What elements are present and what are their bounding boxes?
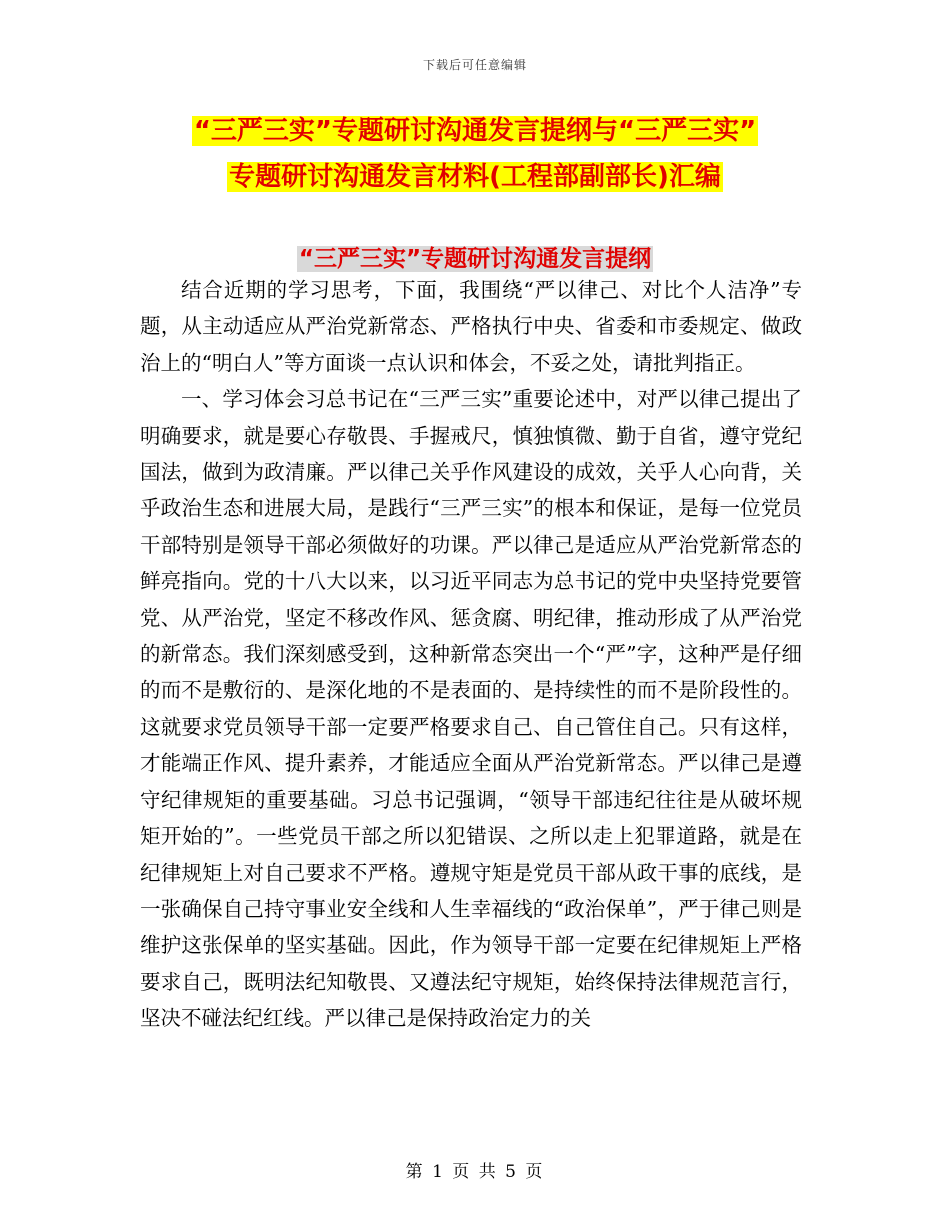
page-number-footer: 第 1 页 共 5 页 [405, 1162, 545, 1182]
section-title-text: “三严三实”专题研讨沟通发言提纲 [298, 246, 652, 272]
document-body [140, 272, 802, 1037]
document-title-line-1-text: “三严三实”专题研讨沟通发言提纲与“三严三实” [193, 116, 757, 146]
section-title [0, 244, 950, 274]
body-paragraph-1: 结合近期的学习思考，下面，我围绕“严以律己、对比个人洁净”专题，从主动适应从严治党新常态、严格执行中央、省委和市委规定、做政治上的“明白人”等方面谈一点认识和体会，不妥之处，请批判指正。 [140, 278, 802, 375]
body-paragraph-2: 一、学习体会习总书记在“三严三实”重要论述中，对严以律己提出了明确要求，就是要心存敬畏、手握戒尺，慎独慎微、勤于自省，遵守党纪国法，做到为政清廉。严以律己关乎作风建设的成效，关乎人心向背，关乎政治生态和进展大局，是践行“三严三实”的根本和保证，是每一位党员干部特别是领导干部必须做好的功课。严以律己是适应从严治党新常态的鲜亮指向。党的十八大以来，以习近平同志为总书记的党中央坚持党要管党、从严治党，坚定不移改作风、惩贪腐、明纪律，推动形成了从严治党的新常态。我们深刻感受到，这种新常态突出一个“严”字，这种严是仔细的而不是敷衍的、是深化地的不是表面的、是持续性的而不是阶段性的。这就要求党员领导干部一定要严格要求自己、自己管住自己。只有这样，才能端正作风、提升素养，才能适应全面从严治党新常态。严以律己是遵守纪律规矩的重要基础。习总书记强调，“领导干部违纪往往是从破坏规矩开始的”。一些党员干部之所以犯错误、之所以走上犯罪道路，就是在纪律规矩上对自己要求不严格。遵规守矩是党员干部从政干事的底线，是一张确保自己持守事业安全线和人生幸福线的“政治保单”，严于律己则是维护这张保单的坚实基础。因此，作为领导干部一定要在纪律规矩上严格要求自己，既明法纪知敬畏、又遵法纪守规矩，始终保持法律规范言行，坚决不碰法纪红线。严以律己是保持政治定力的关 [140, 387, 802, 1031]
page-header-note: 下载后可任意编辑 [422, 58, 527, 72]
document-title-line-1 [0, 114, 950, 148]
document-title-line-2-text: 专题研讨沟通发言材料(工程部副部长)汇编 [229, 162, 721, 192]
document-title-line-2 [0, 160, 950, 194]
